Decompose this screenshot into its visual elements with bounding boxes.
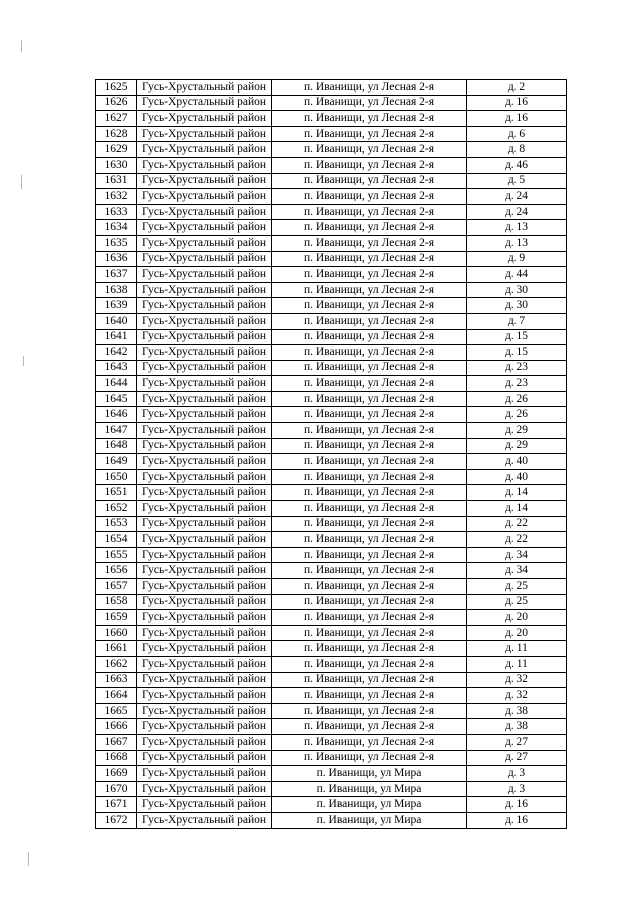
record-number-cell: 1633: [96, 204, 137, 220]
house-number-cell: д. 11: [467, 656, 567, 672]
table-row: [96, 812, 567, 828]
district-cell: Гусь-Хрустальный район: [137, 688, 272, 704]
table-row: [96, 391, 567, 407]
record-number-cell: 1647: [96, 423, 137, 439]
address-cell: п. Иванищи, ул Лесная 2-я: [272, 641, 467, 657]
address-cell: п. Иванищи, ул Лесная 2-я: [272, 173, 467, 189]
address-cell: п. Иванищи, ул Лесная 2-я: [272, 485, 467, 501]
house-number-cell: д. 40: [467, 469, 567, 485]
house-number-cell: д. 2: [467, 80, 567, 96]
record-number-cell: 1662: [96, 656, 137, 672]
record-number-cell: 1669: [96, 766, 137, 782]
table-row: [96, 126, 567, 142]
district-cell: Гусь-Хрустальный район: [137, 126, 272, 142]
address-cell: п. Иванищи, ул Лесная 2-я: [272, 438, 467, 454]
table-row: [96, 298, 567, 314]
district-cell: Гусь-Хрустальный район: [137, 501, 272, 517]
house-number-cell: д. 20: [467, 625, 567, 641]
address-cell: п. Иванищи, ул Мира: [272, 797, 467, 813]
record-number-cell: 1659: [96, 610, 137, 626]
table-row: [96, 656, 567, 672]
district-cell: Гусь-Хрустальный район: [137, 454, 272, 470]
house-number-cell: д. 11: [467, 641, 567, 657]
house-number-cell: д. 26: [467, 407, 567, 423]
house-number-cell: д. 29: [467, 423, 567, 439]
address-cell: п. Иванищи, ул Лесная 2-я: [272, 329, 467, 345]
record-number-cell: 1666: [96, 719, 137, 735]
district-cell: Гусь-Хрустальный район: [137, 235, 272, 251]
table-row: [96, 251, 567, 267]
table-row: [96, 703, 567, 719]
address-cell: п. Иванищи, ул Лесная 2-я: [272, 719, 467, 735]
address-cell: п. Иванищи, ул Лесная 2-я: [272, 126, 467, 142]
house-number-cell: д. 16: [467, 812, 567, 828]
record-number-cell: 1670: [96, 781, 137, 797]
address-cell: п. Иванищи, ул Лесная 2-я: [272, 282, 467, 298]
house-number-cell: д. 8: [467, 142, 567, 158]
table-row: [96, 235, 567, 251]
district-cell: Гусь-Хрустальный район: [137, 142, 272, 158]
house-number-cell: д. 23: [467, 360, 567, 376]
record-number-cell: 1661: [96, 641, 137, 657]
house-number-cell: д. 27: [467, 750, 567, 766]
address-cell: п. Иванищи, ул Лесная 2-я: [272, 313, 467, 329]
district-cell: Гусь-Хрустальный район: [137, 579, 272, 595]
record-number-cell: 1626: [96, 95, 137, 111]
address-cell: п. Иванищи, ул Лесная 2-я: [272, 251, 467, 267]
table-row: [96, 719, 567, 735]
record-number-cell: 1671: [96, 797, 137, 813]
address-cell: п. Иванищи, ул Лесная 2-я: [272, 157, 467, 173]
district-cell: Гусь-Хрустальный район: [137, 189, 272, 205]
district-cell: Гусь-Хрустальный район: [137, 656, 272, 672]
address-cell: п. Иванищи, ул Лесная 2-я: [272, 469, 467, 485]
record-number-cell: 1664: [96, 688, 137, 704]
district-cell: Гусь-Хрустальный район: [137, 391, 272, 407]
district-cell: Гусь-Хрустальный район: [137, 111, 272, 127]
record-number-cell: 1652: [96, 501, 137, 517]
table-row: [96, 641, 567, 657]
house-number-cell: д. 3: [467, 766, 567, 782]
house-number-cell: д. 26: [467, 391, 567, 407]
house-number-cell: д. 6: [467, 126, 567, 142]
address-cell: п. Иванищи, ул Лесная 2-я: [272, 189, 467, 205]
record-number-cell: 1637: [96, 267, 137, 283]
table-row: [96, 80, 567, 96]
record-number-cell: 1667: [96, 734, 137, 750]
district-cell: Гусь-Хрустальный район: [137, 220, 272, 236]
record-number-cell: 1642: [96, 345, 137, 361]
record-number-cell: 1660: [96, 625, 137, 641]
house-number-cell: д. 34: [467, 547, 567, 563]
table-row: [96, 345, 567, 361]
address-cell: п. Иванищи, ул Лесная 2-я: [272, 360, 467, 376]
record-number-cell: 1631: [96, 173, 137, 189]
house-number-cell: д. 27: [467, 734, 567, 750]
district-cell: Гусь-Хрустальный район: [137, 469, 272, 485]
table-row: [96, 142, 567, 158]
district-cell: Гусь-Хрустальный район: [137, 251, 272, 267]
district-cell: Гусь-Хрустальный район: [137, 204, 272, 220]
house-number-cell: д. 24: [467, 204, 567, 220]
address-cell: п. Иванищи, ул Лесная 2-я: [272, 610, 467, 626]
record-number-cell: 1635: [96, 235, 137, 251]
table-row: [96, 781, 567, 797]
record-number-cell: 1665: [96, 703, 137, 719]
record-number-cell: 1629: [96, 142, 137, 158]
table-row: [96, 625, 567, 641]
table-row: [96, 766, 567, 782]
table-row: [96, 454, 567, 470]
house-number-cell: д. 34: [467, 563, 567, 579]
address-cell: п. Иванищи, ул Лесная 2-я: [272, 703, 467, 719]
table-row: [96, 501, 567, 517]
house-number-cell: д. 32: [467, 688, 567, 704]
record-number-cell: 1672: [96, 812, 137, 828]
house-number-cell: д. 25: [467, 579, 567, 595]
scan-mark: [28, 852, 29, 866]
record-number-cell: 1649: [96, 454, 137, 470]
house-number-cell: д. 25: [467, 594, 567, 610]
address-cell: п. Иванищи, ул Мира: [272, 812, 467, 828]
record-number-cell: 1644: [96, 376, 137, 392]
district-cell: Гусь-Хрустальный район: [137, 360, 272, 376]
table-row: [96, 95, 567, 111]
record-number-cell: 1628: [96, 126, 137, 142]
address-cell: п. Иванищи, ул Лесная 2-я: [272, 625, 467, 641]
district-cell: Гусь-Хрустальный район: [137, 532, 272, 548]
district-cell: Гусь-Хрустальный район: [137, 173, 272, 189]
table-row: [96, 313, 567, 329]
district-cell: Гусь-Хрустальный район: [137, 812, 272, 828]
table-row: [96, 376, 567, 392]
district-cell: Гусь-Хрустальный район: [137, 750, 272, 766]
house-number-cell: д. 14: [467, 485, 567, 501]
record-number-cell: 1663: [96, 672, 137, 688]
address-cell: п. Иванищи, ул Лесная 2-я: [272, 656, 467, 672]
record-number-cell: 1641: [96, 329, 137, 345]
table-row: [96, 438, 567, 454]
record-number-cell: 1636: [96, 251, 137, 267]
district-cell: Гусь-Хрустальный район: [137, 329, 272, 345]
district-cell: Гусь-Хрустальный район: [137, 95, 272, 111]
district-cell: Гусь-Хрустальный район: [137, 766, 272, 782]
record-number-cell: 1627: [96, 111, 137, 127]
record-number-cell: 1651: [96, 485, 137, 501]
table-row: [96, 267, 567, 283]
house-number-cell: д. 16: [467, 797, 567, 813]
table-row: [96, 610, 567, 626]
district-cell: Гусь-Хрустальный район: [137, 376, 272, 392]
table-row: [96, 688, 567, 704]
table-row: [96, 423, 567, 439]
house-number-cell: д. 38: [467, 719, 567, 735]
address-cell: п. Иванищи, ул Лесная 2-я: [272, 454, 467, 470]
table-row: [96, 516, 567, 532]
record-number-cell: 1650: [96, 469, 137, 485]
house-number-cell: д. 15: [467, 345, 567, 361]
address-cell: п. Иванищи, ул Лесная 2-я: [272, 563, 467, 579]
address-cell: п. Иванищи, ул Лесная 2-я: [272, 142, 467, 158]
district-cell: Гусь-Хрустальный район: [137, 516, 272, 532]
address-cell: п. Иванищи, ул Лесная 2-я: [272, 407, 467, 423]
house-number-cell: д. 22: [467, 516, 567, 532]
address-cell: п. Иванищи, ул Лесная 2-я: [272, 688, 467, 704]
district-cell: Гусь-Хрустальный район: [137, 407, 272, 423]
house-number-cell: д. 3: [467, 781, 567, 797]
district-cell: Гусь-Хрустальный район: [137, 298, 272, 314]
record-number-cell: 1654: [96, 532, 137, 548]
house-number-cell: д. 5: [467, 173, 567, 189]
table-row: [96, 407, 567, 423]
table-row: [96, 282, 567, 298]
table-row: [96, 547, 567, 563]
house-number-cell: д. 16: [467, 111, 567, 127]
house-number-cell: д. 30: [467, 282, 567, 298]
record-number-cell: 1658: [96, 594, 137, 610]
district-cell: Гусь-Хрустальный район: [137, 282, 272, 298]
district-cell: Гусь-Хрустальный район: [137, 719, 272, 735]
table-row: [96, 469, 567, 485]
record-number-cell: 1630: [96, 157, 137, 173]
record-number-cell: 1655: [96, 547, 137, 563]
district-cell: Гусь-Хрустальный район: [137, 423, 272, 439]
house-number-cell: д. 22: [467, 532, 567, 548]
table-row: [96, 189, 567, 205]
address-cell: п. Иванищи, ул Лесная 2-я: [272, 516, 467, 532]
district-cell: Гусь-Хрустальный район: [137, 703, 272, 719]
house-number-cell: д. 46: [467, 157, 567, 173]
table-row: [96, 173, 567, 189]
record-number-cell: 1625: [96, 80, 137, 96]
address-cell: п. Иванищи, ул Лесная 2-я: [272, 95, 467, 111]
record-number-cell: 1643: [96, 360, 137, 376]
scan-mark: [21, 40, 22, 52]
district-cell: Гусь-Хрустальный район: [137, 672, 272, 688]
table-row: [96, 360, 567, 376]
district-cell: Гусь-Хрустальный район: [137, 438, 272, 454]
address-cell: п. Иванищи, ул Лесная 2-я: [272, 204, 467, 220]
table-row: [96, 750, 567, 766]
record-number-cell: 1632: [96, 189, 137, 205]
record-number-cell: 1640: [96, 313, 137, 329]
table-row: [96, 563, 567, 579]
record-number-cell: 1648: [96, 438, 137, 454]
house-number-cell: д. 24: [467, 189, 567, 205]
address-cell: п. Иванищи, ул Лесная 2-я: [272, 501, 467, 517]
district-cell: Гусь-Хрустальный район: [137, 610, 272, 626]
table-row: [96, 204, 567, 220]
house-number-cell: д. 40: [467, 454, 567, 470]
address-cell: п. Иванищи, ул Лесная 2-я: [272, 579, 467, 595]
district-cell: Гусь-Хрустальный район: [137, 313, 272, 329]
address-cell: п. Иванищи, ул Лесная 2-я: [272, 235, 467, 251]
house-number-cell: д. 38: [467, 703, 567, 719]
district-cell: Гусь-Хрустальный район: [137, 345, 272, 361]
record-number-cell: 1634: [96, 220, 137, 236]
address-cell: п. Иванищи, ул Лесная 2-я: [272, 376, 467, 392]
table-row: [96, 532, 567, 548]
district-cell: Гусь-Хрустальный район: [137, 267, 272, 283]
table-row: [96, 157, 567, 173]
address-cell: п. Иванищи, ул Лесная 2-я: [272, 532, 467, 548]
address-cell: п. Иванищи, ул Лесная 2-я: [272, 298, 467, 314]
address-cell: п. Иванищи, ул Лесная 2-я: [272, 672, 467, 688]
address-cell: п. Иванищи, ул Лесная 2-я: [272, 267, 467, 283]
table-row: [96, 485, 567, 501]
record-number-cell: 1668: [96, 750, 137, 766]
table-row: [96, 797, 567, 813]
address-cell: п. Иванищи, ул Лесная 2-я: [272, 750, 467, 766]
record-number-cell: 1656: [96, 563, 137, 579]
table-row: [96, 672, 567, 688]
district-cell: Гусь-Хрустальный район: [137, 734, 272, 750]
house-number-cell: д. 15: [467, 329, 567, 345]
district-cell: Гусь-Хрустальный район: [137, 594, 272, 610]
address-cell: п. Иванищи, ул Лесная 2-я: [272, 111, 467, 127]
record-number-cell: 1638: [96, 282, 137, 298]
house-number-cell: д. 13: [467, 220, 567, 236]
table-row: [96, 594, 567, 610]
house-number-cell: д. 30: [467, 298, 567, 314]
district-cell: Гусь-Хрустальный район: [137, 797, 272, 813]
house-number-cell: д. 16: [467, 95, 567, 111]
district-cell: Гусь-Хрустальный район: [137, 625, 272, 641]
house-number-cell: д. 9: [467, 251, 567, 267]
address-cell: п. Иванищи, ул Лесная 2-я: [272, 594, 467, 610]
house-number-cell: д. 44: [467, 267, 567, 283]
scan-mark: [23, 356, 24, 366]
address-cell: п. Иванищи, ул Мира: [272, 781, 467, 797]
district-cell: Гусь-Хрустальный район: [137, 563, 272, 579]
house-number-cell: д. 14: [467, 501, 567, 517]
district-cell: Гусь-Хрустальный район: [137, 485, 272, 501]
table-row: [96, 220, 567, 236]
record-number-cell: 1646: [96, 407, 137, 423]
record-number-cell: 1645: [96, 391, 137, 407]
district-cell: Гусь-Хрустальный район: [137, 80, 272, 96]
district-cell: Гусь-Хрустальный район: [137, 641, 272, 657]
district-cell: Гусь-Хрустальный район: [137, 547, 272, 563]
address-cell: п. Иванищи, ул Лесная 2-я: [272, 345, 467, 361]
address-cell: п. Иванищи, ул Лесная 2-я: [272, 80, 467, 96]
address-cell: п. Иванищи, ул Лесная 2-я: [272, 391, 467, 407]
record-number-cell: 1657: [96, 579, 137, 595]
records-table-body: [96, 80, 567, 829]
record-number-cell: 1639: [96, 298, 137, 314]
house-number-cell: д. 13: [467, 235, 567, 251]
record-number-cell: 1653: [96, 516, 137, 532]
table-row: [96, 734, 567, 750]
table-row: [96, 579, 567, 595]
house-number-cell: д. 20: [467, 610, 567, 626]
address-cell: п. Иванищи, ул Лесная 2-я: [272, 547, 467, 563]
table-row: [96, 329, 567, 345]
district-cell: Гусь-Хрустальный район: [137, 157, 272, 173]
district-cell: Гусь-Хрустальный район: [137, 781, 272, 797]
house-number-cell: д. 32: [467, 672, 567, 688]
house-number-cell: д. 7: [467, 313, 567, 329]
house-number-cell: д. 29: [467, 438, 567, 454]
records-table: [95, 79, 567, 829]
house-number-cell: д. 23: [467, 376, 567, 392]
address-cell: п. Иванищи, ул Лесная 2-я: [272, 220, 467, 236]
address-cell: п. Иванищи, ул Лесная 2-я: [272, 734, 467, 750]
address-cell: п. Иванищи, ул Лесная 2-я: [272, 423, 467, 439]
table-row: [96, 111, 567, 127]
scan-mark: [21, 175, 22, 189]
address-cell: п. Иванищи, ул Мира: [272, 766, 467, 782]
